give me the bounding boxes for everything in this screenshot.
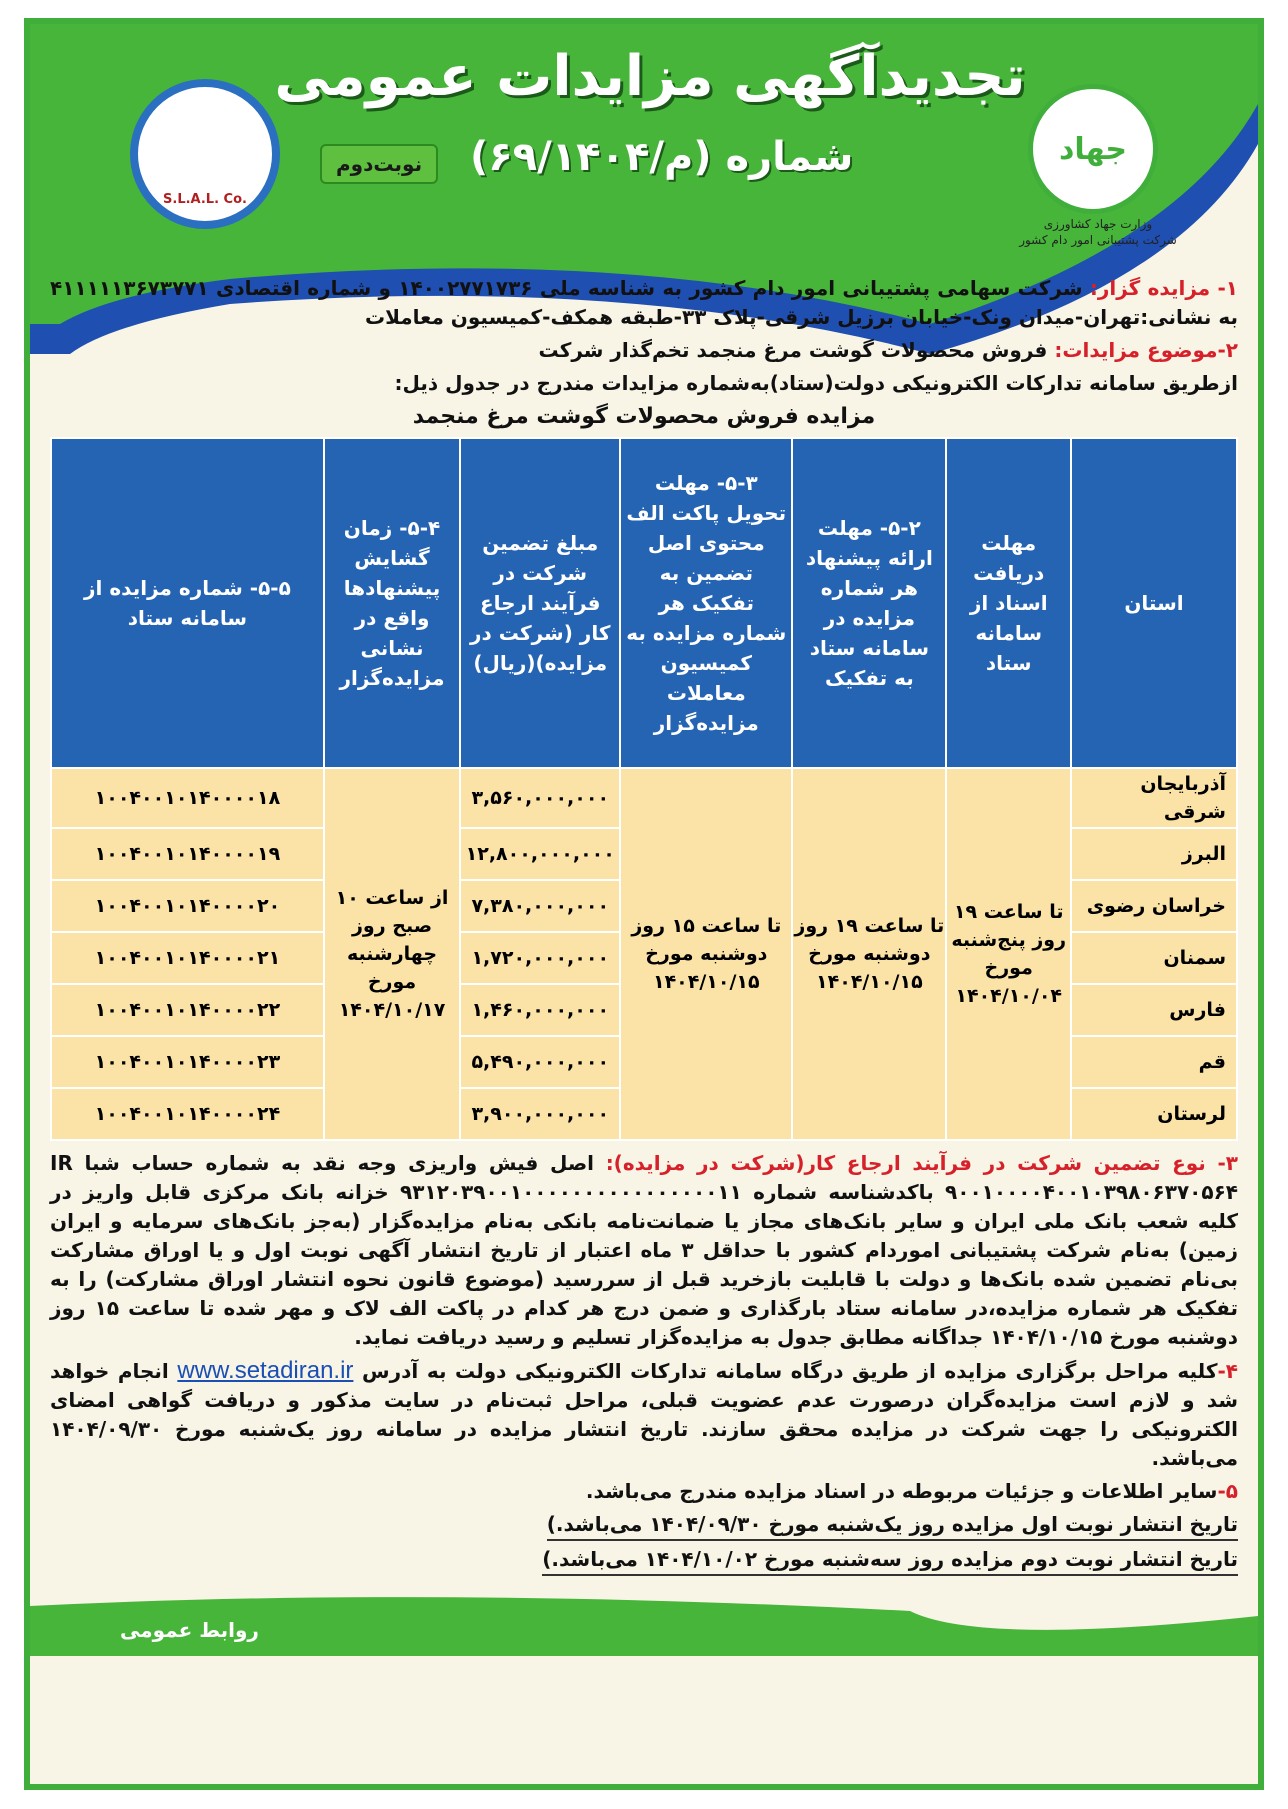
auction-number-cell: ۱۰۰۴۰۰۱۰۱۴۰۰۰۰۲۲	[51, 984, 324, 1036]
amount-cell: ۱,۴۶۰,۰۰۰,۰۰۰	[460, 984, 620, 1036]
province-cell: البرز	[1071, 828, 1237, 880]
amount-cell: ۱,۷۲۰,۰۰۰,۰۰۰	[460, 932, 620, 984]
auction-number-cell: ۱۰۰۴۰۰۱۰۱۴۰۰۰۰۱۹	[51, 828, 324, 880]
jahad-logo-text: جهاد	[1058, 131, 1128, 167]
second-publication	[50, 1545, 1238, 1576]
offer-deadline-cell: تا ساعت ۱۹ روز دوشنبه مورخ ۱۴۰۴/۱۰/۱۵	[792, 768, 946, 1140]
first-publication	[50, 1510, 1238, 1541]
section-4-text-a: کلیه مراحل برگزاری مزایده از طریق درگاه سامانه تدارکات الکترونیکی دولت به آدرس	[362, 1359, 1218, 1383]
footer	[30, 1586, 1258, 1656]
envelope-deadline-cell: تا ساعت ۱۵ روز دوشنبه مورخ ۱۴۰۴/۱۰/۱۵	[620, 768, 792, 1140]
col-header: مهلت دریافت اسناد از سامانه ستاد	[946, 438, 1071, 768]
public-relations: روابط عمومی	[120, 1618, 259, 1642]
auction-number-cell: ۱۰۰۴۰۰۱۰۱۴۰۰۰۰۲۴	[51, 1088, 324, 1140]
section-3	[50, 1149, 1238, 1352]
intro-text: ازطریق سامانه تدارکات الکترونیکی دولت(ستاد)به‌شماره مزایدات مندرج در جدول ذیل:	[394, 371, 1238, 395]
ministry-name: وزارت جهاد کشاورزی	[1043, 217, 1153, 231]
notice-number: شماره (م/۶۹/۱۴۰۴)	[470, 134, 854, 180]
company-name: شرکت پشتیبانی امور دام کشور	[1019, 233, 1177, 247]
col-header: استان	[1071, 438, 1237, 768]
section-4	[50, 1356, 1238, 1473]
section-3-label: ۳- نوع تضمین شرکت در فرآیند ارجاع کار(شرکت در مزایده):	[605, 1151, 1238, 1175]
province-cell: قم	[1071, 1036, 1237, 1088]
section-5	[50, 1477, 1238, 1506]
province-cell: خراسان رضوی	[1071, 880, 1237, 932]
amount-cell: ۵,۴۹۰,۰۰۰,۰۰۰	[460, 1036, 620, 1088]
section-5-label: ۵-	[1217, 1479, 1238, 1503]
amount-cell: ۳,۵۶۰,۰۰۰,۰۰۰	[460, 768, 620, 828]
setadiran-link[interactable]: www.setadiran.ir	[177, 1357, 354, 1384]
auction-number-cell: ۱۰۰۴۰۰۱۰۱۴۰۰۰۰۲۱	[51, 932, 324, 984]
round-badge: نوبت‌دوم	[320, 144, 438, 184]
col-header: ۵-۵- شماره مزایده از سامانه ستاد	[51, 438, 324, 768]
section-2-text: فروش محصولات گوشت مرغ منجمد تخم‌گذار شرکت	[538, 338, 1048, 362]
notice-frame	[24, 18, 1264, 1790]
section-2	[50, 336, 1238, 365]
amount-cell: ۱۲,۸۰۰,۰۰۰,۰۰۰	[460, 828, 620, 880]
doc-deadline-cell: تا ساعت ۱۹ روز پنج‌شنبه مورخ ۱۴۰۴/۱۰/۰۴	[946, 768, 1071, 1140]
amount-cell: ۳,۹۰۰,۰۰۰,۰۰۰	[460, 1088, 620, 1140]
section-4-label: ۴-	[1217, 1359, 1239, 1383]
table-title: مزایده فروش محصولات گوشت مرغ منجمد	[412, 404, 876, 429]
section-1-text: شرکت سهامی پشتیبانی امور دام کشور به شناسه ملی ۱۴۰۰۲۷۷۱۷۳۶ و شماره اقتصادی ۴۱۱۱۱۱۳۶۷۳۷۷۱ به نشانی:تهران-میدان ونک-خیابان برزیل شرقی-پلاک ۳۳-طبقه همکف-کمیسیون معاملات	[50, 276, 1238, 329]
section-1	[50, 274, 1238, 332]
col-header: ۵-۳- مهلت تحویل پاکت الف محتوی اصل تضمین به تفکیک هر شماره مزایده به کمیسیون معاملات مزایده‌گزار	[620, 438, 792, 768]
section-5-text: سایر اطلاعات و جزئیات مربوطه در اسناد مزایده مندرج می‌باشد.	[585, 1479, 1218, 1503]
slal-logo-text: S.L.A.L. Co.	[163, 192, 247, 207]
province-cell: سمنان	[1071, 932, 1237, 984]
table-row	[51, 768, 1237, 828]
auction-table	[50, 437, 1238, 1141]
notice-title: تجدیدآگهی مزایدات عمومی	[274, 44, 1026, 109]
col-header: مبلغ تضمین شرکت در فرآیند ارجاع کار (شرکت در مزایده)(ریال)	[460, 438, 620, 768]
section-3-text: اصل فیش واریزی وجه نقد به شماره حساب شبا IR ۹۰۰۱۰۰۰۰۴۰۰۱۰۳۹۸۰۶۳۷۰۵۶۴ باکدشناسه شماره ۹۳۱۲۰۳۹۰۰۱۰۰۰۰۰۰۰۰۰۰۰۰۰۰۰۰۱۱ خزانه بانک مرکزی قابل واریز در کلیه شعب بانک ملی ایران و سایر بانک‌های مجاز یا ضمانت‌نامه بانکی به‌نام مزایده‌گزار (به‌جز بانک‌های سرمایه و ایران زمین) به‌نام شرکت پشتیبانی اموردام کشور با حداقل ۳ ماه اعتبار از تاریخ انتشار آگهی نوبت اول و یا اوراق مشارکت بی‌نام تضمین شده بانک‌ها و دولت با قابلیت بازخرید قبل از سررسید (موضوع قانون نحوه انتشار اوراق مشارکت) را به تفکیک هر شماره مزایده،در سامانه ستاد بارگذاری و ضمن درج هر کدام در پاکت الف لاک و مهر شده تا ساعت ۱۵ روز دوشنبه مورخ ۱۴۰۴/۱۰/۱۵ جداگانه مطابق جدول به مزایده‌گزار تسلیم و رسید دریافت نماید.	[50, 1151, 1239, 1349]
notice-content	[30, 24, 1258, 1576]
col-header: ۵-۲- مهلت ارائه پیشنهاد هر شماره مزایده در سامانه ستاد به تفکیک	[792, 438, 946, 768]
province-cell: فارس	[1071, 984, 1237, 1036]
second-publication-text: تاریخ انتشار نوبت دوم مزایده روز سه‌شنبه مورخ ۱۴۰۴/۱۰/۰۲ می‌باشد.)	[542, 1545, 1238, 1576]
province-cell: لرستان	[1071, 1088, 1237, 1140]
section-4-text-b: انجام خواهد شد و لازم است مزایده‌گران درصورت عدم عضویت قبلی، مراحل ثبت‌نام در سایت مذکور و دریافت گواهی امضای الکترونیکی را جهت شرکت در مزایده محقق سازند. تاریخ انتشار مزایده در سامانه روز یک‌شنبه مورخ ۱۴۰۴/۰۹/۳۰ می‌باشد.	[50, 1359, 1238, 1470]
section-1-label: ۱- مزایده گزار:	[1089, 276, 1238, 300]
auction-number-cell: ۱۰۰۴۰۰۱۰۱۴۰۰۰۰۲۰	[51, 880, 324, 932]
amount-cell: ۷,۳۸۰,۰۰۰,۰۰۰	[460, 880, 620, 932]
province-cell: آذربایجان شرقی	[1071, 768, 1237, 828]
auction-number-cell: ۱۰۰۴۰۰۱۰۱۴۰۰۰۰۱۸	[51, 768, 324, 828]
opening-time-cell: از ساعت ۱۰ صبح روز چهارشنبه مورخ ۱۴۰۴/۱۰/۱۷	[324, 768, 460, 1140]
col-header: ۵-۴- زمان گشایش پیشنهادها واقع در نشانی مزایده‌گزار	[324, 438, 460, 768]
first-publication-text: تاریخ انتشار نوبت اول مزایده روز یک‌شنبه مورخ ۱۴۰۴/۰۹/۳۰ می‌باشد.)	[547, 1510, 1238, 1541]
auction-number-cell: ۱۰۰۴۰۰۱۰۱۴۰۰۰۰۲۳	[51, 1036, 324, 1088]
section-2-label: ۲-موضوع مزایدات:	[1054, 338, 1238, 362]
